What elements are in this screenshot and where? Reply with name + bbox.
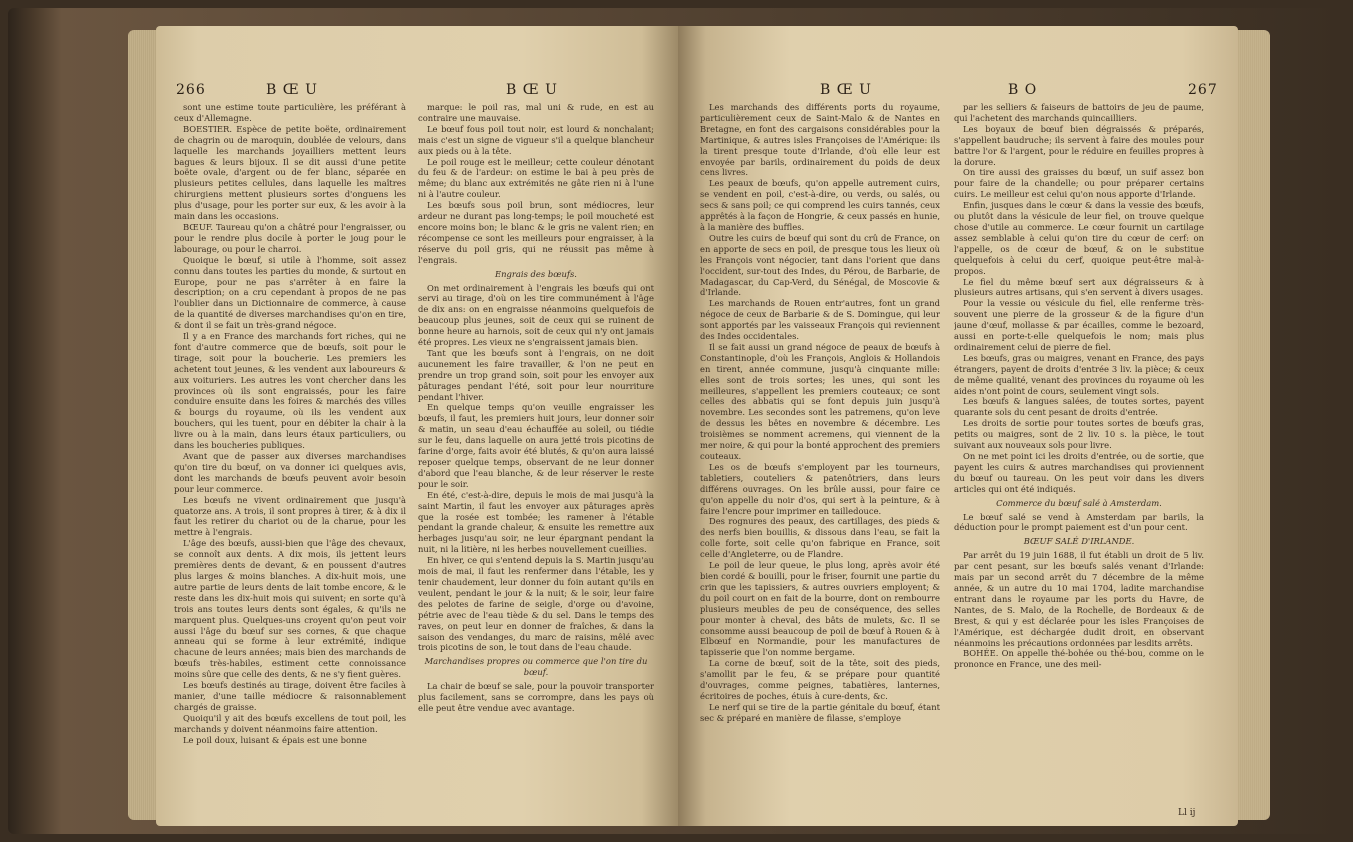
paragraph: BOHÉE. On appelle thé-bohée ou thé-bou, comme on le prononce en France, une des meil-: [954, 648, 1204, 670]
paragraph: Avant que de passer aux diverses marchandises qu'on tire du bœuf, on va donner ici quelques avis, dont les marchands de bœufs peuvent avoir besoin pour leur commerce.: [174, 451, 406, 494]
paragraph: Pour la vessie ou vésicule du fiel, elle renferme très-souvent une pierre de la grosseur & de la figure d'un jaune d'œuf, mollasse & par écailles, comme le bezoard, aussi en porte-t-elle quelquefois le nom; mais plus ordinairement celui de pierre de fiel.: [954, 298, 1204, 352]
paragraph: Marchandises propres ou commerce que l'on tire du bœuf.: [424, 656, 648, 678]
running-head-right-1: B Œ U: [820, 82, 872, 98]
paragraph: Les bœufs ne vivent ordinairement que jusqu'à quatorze ans. A trois, il sont propres à tirer, & à dix il faut les retirer du chariot ou de la charue, pour les mettre à l'engrais.: [174, 494, 406, 538]
book-spread: [8, 8, 1345, 834]
paragraph: par les selliers & faiseurs de battoirs de jeu de paume, qui l'achetent des marchands quincailliers.: [954, 102, 1204, 123]
paragraph: Le bœuf salé se vend à Amsterdam par barils, la déduction pour le prompt paiement est d'un pour cent.: [954, 511, 1204, 533]
paragraph: Tant que les bœufs sont à l'engrais, on ne doit aucunement les faire travailler, & l'on ne peut en prendre un trop grand soin, soit pour les envoyer aux pâturages pendant l'été, soit pour leur nourriture pendant l'hiver.: [418, 347, 654, 402]
paragraph: On tire aussi des graisses du bœuf, un suif assez bon pour faire de la chandelle; ou pour préparer certains cuirs. Le meilleur est celui qu'on nous apporte d'Irlande.: [954, 167, 1204, 200]
left-page: [156, 26, 678, 826]
paragraph: Le poil rouge est le meilleur; cette couleur dénotant du feu & de l'ardeur: on estime le bai à peu près de même; du blanc aux extrémités ne gâte rien ni à l'une ni à l'autre couleur.: [418, 156, 654, 200]
paragraph: Les marchands de Rouen entr'autres, font un grand négoce de ceux de Barbarie & de S. Domingue, qui leur sont apportés par les vaisseaux François qui reviennent des Indes occidentales.: [700, 298, 940, 342]
page-number-right: 267: [1188, 82, 1218, 98]
paragraph: Outre les cuirs de bœuf qui sont du crû de France, on en apporte de secs en poil, de presque tous les lieux où les François vont négocier, tant dans l'orient que dans l'occident, sur-tout des Indes, du Pérou, de Barbarie, de Madagascar, du Cap-Verd, du Sénégal, de Moscovie & d'Irlande.: [700, 232, 940, 298]
paragraph: Des rognures des peaux, des cartillages, des pieds & des nerfs bien bouillis, & dissous dans l'eau, se fait la colle forte, soit celle qu'on fabrique en France, soit celle d'Angleterre, ou de Flandre.: [700, 516, 940, 560]
paragraph: La chair de bœuf se sale, pour la pouvoir transporter plus facilement, sans se corrompre, dans les pays où elle peut être vendue avec avantage.: [418, 681, 654, 713]
page-edges-right: [1236, 30, 1270, 820]
paragraph: sont une estime toute particulière, les préférant à ceux d'Allemagne.: [174, 102, 406, 123]
signature-mark: Ll ij: [1178, 808, 1196, 818]
paragraph: En quelque temps qu'on veuille engraisser les bœufs, il faut, les premiers huit jours, leur donner soir & matin, un seau d'eau échauffée au soleil, ou tiédie sur le feu, dans laquelle on aura jetté trois picotins de farine d'orge, faits avoir été blutés, & qu'on aura laissé reposer quelque temps, observant de ne leur donner d'abord que l'eau blanche, & de leur réserver le reste pour le soir.: [418, 402, 654, 489]
paragraph: Les boyaux de bœuf bien dégraissés & préparés, s'appellent baudruche; ils servent à faire des moules pour battre l'or & l'argent, pour le réduire en feuilles propres à la dorure.: [954, 123, 1204, 167]
paragraph: Engrais des bœufs.: [495, 268, 577, 279]
left-column-1: [174, 102, 406, 812]
paragraph: Quoique le bœuf, si utile à l'homme, soit assez connu dans toutes les parties du monde, & surtout en Europe, pour ne pas s'arrêter à en faire la description; on a cru cependant à propos de ne pas l'oublier dans un Dictionnaire de commerce, à cause de la quantité de diverses marchandises qu'on en tire, & dont il se fait un très-grand négoce.: [174, 254, 406, 331]
paragraph: Les bœufs sous poil brun, sont médiocres, leur ardeur ne durant pas long-temps; le poil moucheté est encore moins bon; le blanc & le gris ne valent rien; en récompense ce sont les meilleurs pour engraisser, à la réserve du poil gris, qui ne réussit pas même à l'engrais.: [418, 200, 654, 265]
paragraph: Le poil doux, luisant & épais est une bonne: [183, 734, 367, 745]
paragraph: Commerce du bœuf salé à Amsterdam.: [996, 497, 1162, 508]
paragraph: Le bœuf fous poil tout noir, est lourd & nonchalant; mais c'est un signe de vigueur s'il a quelque blancheur aux pieds ou à la tête.: [418, 123, 654, 156]
paragraph: On met ordinairement à l'engrais les bœufs qui ont servi au tirage, d'où on les tire communément à l'âge de dix ans: on en engraisse néanmoins quelquefois de beaucoup plus jeunes, soit de ceux qui se ruinent de bonne heure au harnois, soit de ceux qui n'y ont jamais été propres. Les vieux ne s'engraissent jamais bien.: [418, 282, 654, 348]
paragraph: Il y a en France des marchands fort riches, qui ne font d'autre commerce que de bœufs, soit pour le tirage, soit pour la boucherie. Les premiers les achetent tout jeunes, & les vendent aux laboureurs & aux voituriers. Les autres les vont chercher dans les provinces où ils sont engraissés, pour les faire conduire ensuite dans les foires & marchés des villes & bourgs du royaume, où ils les vendent aux bouchers, qui les tuent, pour en débiter la chair à la livre ou à la main, dans leurs étaux particuliers, ou dans les boucheries publiques.: [174, 331, 406, 451]
paragraph: On ne met point ici les droits d'entrée, ou de sortie, que payent les cuirs & autres marchandises qui proviennent du bœuf ou taureau. On les peut voir dans les divers articles qui ont été indiqués.: [954, 451, 1204, 494]
paragraph: La corne de bœuf, soit de la tête, soit des pieds, s'amollit par le feu, & se prépare pour quantité d'ouvrages, comme peignes, tabatières, lanternes, écritoires de poches, étuis à cure-dents, &c.: [700, 658, 940, 701]
page-edges-left: [128, 30, 158, 820]
paragraph: Par arrêt du 19 juin 1688, il fut établi un droit de 5 liv. par cent pesant, sur les bœufs salés venant d'Irlande: mais par un second arrêt du 7 décembre de la même année, & un autre du 10 mai 1704, ladite marchandise entrant dans le royaume par les ports du Havre, de Nantes, de S. Malo, de la Rochelle, de Bordeaux & de Brest, & qui y est déclarée pour les isles Françoises de l'Amérique, est déchargée dudit droit, en observant néanmoins les précautions ordonnées par lesdits arrêts.: [954, 550, 1204, 648]
paragraph: Les droits de sortie pour toutes sortes de bœufs gras, petits ou maigres, sont de 2 liv. 10 s. la pièce, le tout suivant aux nouveaux sols pour livre.: [954, 418, 1204, 451]
paragraph: Les bœufs, gras ou maigres, venant en France, des pays étrangers, payent de droits d'entrée 3 liv. la pièce; & ceux de même qualité, venant des provinces du royaume où les aides n'ont point de cours, seulement vingt sols.: [954, 352, 1204, 396]
paragraph: Les os de bœufs s'employent par les tourneurs, tabletiers, couteliers & patenôtriers, dans leurs différens ouvrages. On les brûle aussi, pour faire ce qu'on appelle du noir d'os, qui sert à la peinture, & à faire l'encre pour imprimer en tailledouce.: [700, 461, 940, 516]
paragraph: Le poil de leur queue, le plus long, après avoir été bien cordé & bouilli, pour le friser, fournit une partie du crin que les tapissiers, & autres ouvriers employent; & du poil court on en fait de la bourre, dont on rembourre plusieurs meubles de peu de conséquence, des selles pour monter à cheval, des bâts de mulets, &c. Il se consomme aussi beaucoup de poil de bœuf à Rouen & à Elbœuf en Normandie, pour les manufactures de tapisserie que l'on nomme bergame.: [700, 560, 940, 658]
paragraph: Les bœufs destinés au tirage, doivent être faciles à manier, d'une taille médiocre & raisonnablement chargés de graisse.: [174, 680, 406, 712]
left-column-2: [418, 102, 654, 812]
paragraph: BOESTIER. Espèce de petite boëte, ordinairement de chagrin ou de maroquin, doublée de velours, dans laquelle les marchands joyailliers mettent leurs bagues & leurs bijoux. Il se dit aussi d'une petite boëte ovale, d'argent ou de fer blanc, séparée en plusieurs petites cellules, dans laquelle les maîtres chirurgiens mettent plusieurs sortes d'onguens les plus d'usage, pour les porter sur eux, & les avoir à la main dans les occasions.: [174, 123, 406, 222]
paragraph: Quoiqu'il y ait des bœufs excellens de tout poil, les marchands y doivent néanmoins faire attention.: [174, 712, 406, 734]
running-head-right-2: B O: [1008, 82, 1038, 98]
paragraph: Enfin, jusques dans le cœur & dans la vessie des bœufs, ou plutôt dans la vésicule de leur fiel, on trouve quelque chose d'utile au commerce. Le cœur fournit un cartilage assez semblable à celui qu'on tire du cœur de cerf: on l'appelle, os de cœur de bœuf, & on le substitue quelquefois à celui du cerf, quoique peut-être mal-à-propos.: [954, 200, 1204, 276]
paragraph: L'âge des bœufs, aussi-bien que l'âge des chevaux, se connoît aux dents. A dix mois, ils jettent leurs premières dents de devant, & en poussent d'autres plus larges & moins blanches. A dix-huit mois, une autre partie de leurs dents de lait tombe encore, & le reste dans les dix-huit mois qui suivent; en sorte qu'à trois ans toutes leurs dents sont égales, & qu'ils ne marquent plus. Quelques-uns croyent qu'on peut voir aussi l'âge du bœuf sur ses cornes, & que chaque anneau qui se forme à leur extrémité, indique chacune de leurs années; mais bien des marchands de bœufs très-habiles, estiment cette connoissance moins sûre que celle des dents, & ne s'y fient guères.: [174, 538, 406, 680]
paragraph: Le fiel du même bœuf sert aux dégraisseurs & à plusieurs autres artisans, qui s'en servent à divers usages.: [954, 276, 1204, 298]
paragraph: En été, c'est-à-dire, depuis le mois de mai jusqu'à la saint Martin, il faut les envoyer aux pâturages après que la rosée est tombée; les ramener à l'étable pendant la grande chaleur, & ensuite les remettre aux herbages jusqu'au soir, ne leur épargnant pendant la nuit, ni la litière, ni les herbes nouvellement cueillies.: [418, 489, 654, 555]
paragraph: Les bœufs & langues salées, de toutes sortes, payent quarante sols du cent pesant de droits d'entrée.: [954, 396, 1204, 418]
running-head-left-2: B Œ U: [506, 82, 558, 98]
paragraph: Il se fait aussi un grand négoce de peaux de bœufs à Constantinople, d'où les François, Anglois & Hollandois en tirent, année commune, jusqu'à cinquante mille: elles sont de trois sortes; les unes, qui sont les meilleures, s'appellent les premiers couteaux; ce sont celles des abbatis qui se font depuis juin jusqu'à novembre. Les secondes sont les patremens, qu'on leve de dessus les bêtes en novembre & décembre. Les troisièmes se nomment acremens, qui viennent de la mer noire, & qui pour la bonté approchent des premiers couteaux.: [700, 341, 940, 461]
paragraph: Les marchands des différents ports du royaume, particulièrement ceux de Saint-Malo & de Nantes en Bretagne, en font des cargaisons considérables pour la Martinique, & autres isles Françoises de l'Amérique: ils la tirent presque toute d'Irlande, d'où elle leur est envoyée par barils, ordinairement du poids de deux cens livres.: [700, 102, 940, 178]
paragraph: BŒUF SALÉ D'IRLANDE.: [1023, 536, 1135, 547]
paragraph: En hiver, ce qui s'entend depuis la S. Martin jusqu'au mois de mai, il faut les renfermer dans l'étable, les y tenir chaudement, leur donner du foin autant qu'ils en veulent, pendant le jour & la nuit; & le soir, leur faire des pelotes de farine de seigle, d'orge ou d'avoine, pétrie avec de l'eau tiède & du sel. Dans le temps des raves, on peut leur en donner de fraîches, & dans la saison des vendanges, du marc de raisins, mêlé avec trois picotins de son, le tout dans de l'eau chaude.: [418, 555, 654, 653]
paragraph: Le nerf qui se tire de la partie génitale du bœuf, étant sec & préparé en manière de filasse, s'employe: [700, 701, 940, 723]
right-column-2: [954, 102, 1204, 802]
paragraph: BŒUF. Taureau qu'on a châtré pour l'engraisser, ou pour le rendre plus docile à porter le joug pour le labourage, ou pour le charroi.: [174, 221, 406, 254]
right-page: [678, 26, 1238, 826]
right-column-1: [700, 102, 940, 812]
running-head-left-1: B Œ U: [266, 82, 318, 98]
page-number-left: 266: [176, 82, 206, 98]
paragraph: marque: le poil ras, mal uni & rude, en est au contraire une mauvaise.: [418, 102, 654, 123]
paragraph: Les peaux de bœufs, qu'on appelle autrement cuirs, se vendent en poil, c'est-à-dire, ou verds, ou salés, ou secs & sans poil; ce qui comprend les cuirs tannés, ceux apprêtés à la façon de Hongrie, & ceux passés en hunie, à la manière des buffles.: [700, 178, 940, 232]
